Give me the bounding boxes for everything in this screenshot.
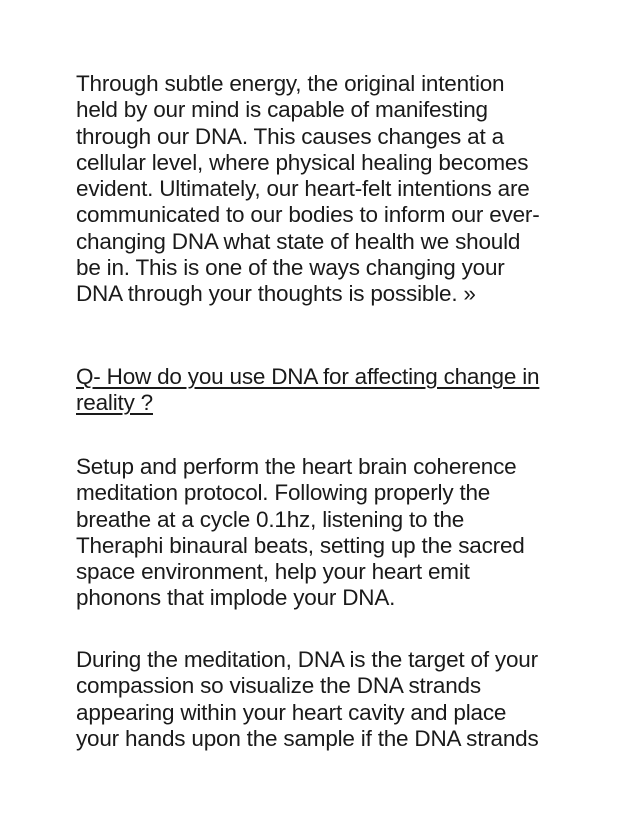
question-line: reality ? (76, 390, 153, 416)
paragraph-line: During the meditation, DNA is the target of your (76, 647, 538, 672)
paragraph-line: communicated to our bodies to inform our ever- (76, 202, 540, 228)
paragraph-line: through our DNA. This causes changes at a (76, 123, 504, 149)
paragraph-line: changing DNA what state of health we should (76, 228, 521, 254)
paragraph-line: Setup and perform the heart brain coherence (76, 454, 517, 479)
paragraph-line: be in. This is one of the ways changing your (76, 255, 505, 281)
paragraph-line: breathe at a cycle 0.1hz, listening to the (76, 506, 465, 532)
document-page (76, 71, 576, 751)
answer-paragraph (76, 454, 525, 612)
question-line: Q- How do you use DNA for affecting change in (76, 364, 540, 389)
paragraph-line: your hands upon the sample if the DNA strands (76, 725, 539, 751)
paragraph-line: cellular level, where physical healing becomes (76, 149, 529, 175)
question-heading (76, 364, 539, 417)
paragraph-line: Theraphi binaural beats, setting up the sacred (76, 532, 525, 558)
paragraph-line: DNA through your thoughts is possible. » (76, 281, 476, 307)
intro-paragraph (76, 71, 576, 308)
paragraph-line: meditation protocol. Following properly the (76, 480, 491, 506)
paragraph-line: phonons that implode your DNA. (76, 585, 396, 611)
paragraph-line: evident. Ultimately, our heart-felt intentions are (76, 176, 530, 202)
paragraph-line: appearing within your heart cavity and place (76, 699, 507, 725)
paragraph-line: compassion so visualize the DNA strands (76, 673, 481, 699)
meditation-paragraph (76, 647, 539, 752)
paragraph-line: held by our mind is capable of manifesting (76, 97, 488, 123)
paragraph-line: Through subtle energy, the original intention (76, 71, 505, 96)
paragraph-line: space environment, help your heart emit (76, 559, 470, 585)
